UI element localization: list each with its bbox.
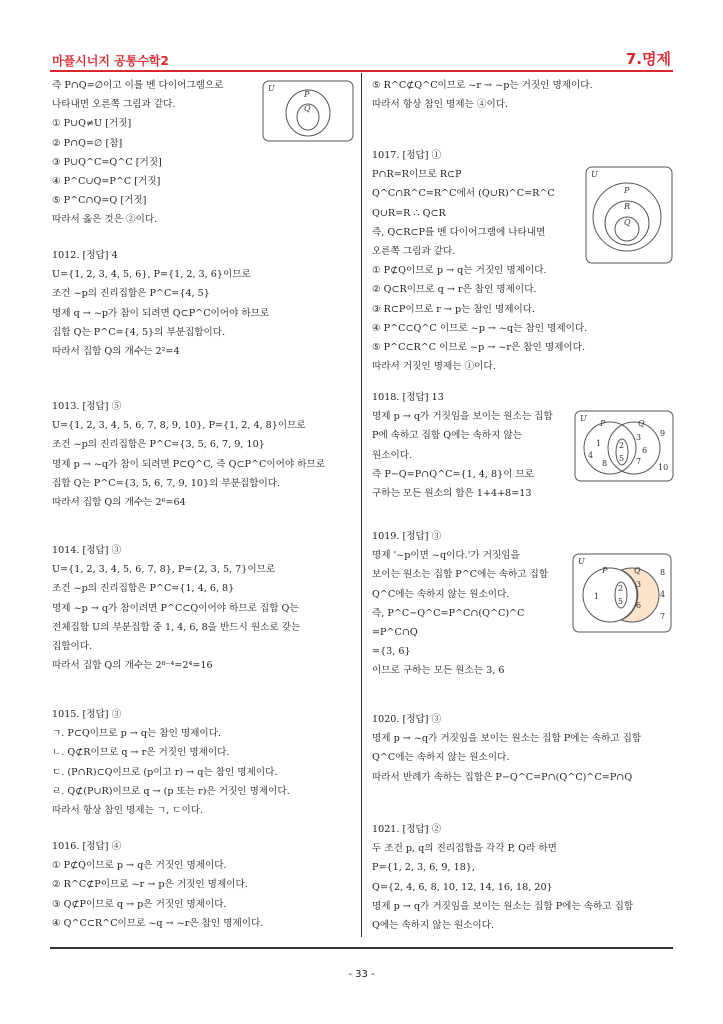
left-block	[52, 397, 325, 512]
problem-answer-heading: 1016. [정답] ④	[52, 841, 122, 852]
problem-answer-heading: 1012. [정답] 4	[52, 250, 118, 261]
text-line: ② P∩Q=∅ [참]	[52, 137, 123, 149]
left-block	[52, 76, 223, 230]
right-block	[372, 146, 587, 376]
text-line: 즉, P^C−Q^C=P^C∩(Q^C)^C	[372, 607, 525, 619]
text-line: 오른쪽 그림과 같다.	[372, 245, 456, 257]
problem-answer-heading: 1014. [정답] ③	[52, 545, 122, 556]
text-line: 전체집합 U의 부분집합 중 1, 4, 6, 8을 반드시 원소로 갖는	[52, 621, 301, 633]
venn-diagram-1017	[585, 165, 673, 265]
text-line: 조건 ~p의 진리집합은 P^C={4, 5}	[52, 288, 210, 300]
text-line: 명제 ~p → q가 참이려면 P^C⊂Q이어야 하므로 집합 Q는	[52, 602, 299, 614]
elem-7: 7	[660, 612, 666, 621]
elem-3: 3	[636, 433, 642, 442]
text-line: Q∪R=R ∴ Q⊂R	[372, 207, 446, 219]
text-line: Q^C에는 속하지 않는 원소이다.	[372, 588, 510, 600]
problem-answer-heading: 1015. [정답] ③	[52, 709, 122, 720]
text-line: 즉, Q⊂R⊂P를 벤 다이어그램에 나타내면	[372, 226, 546, 238]
left-block	[52, 705, 290, 820]
page-number: - 33 -	[348, 969, 375, 980]
text-line: ㄹ. Q⊄(P∪R)이므로 q → (p 또는 r)은 거짓인 명제이다.	[52, 785, 290, 797]
elem-5: 5	[619, 454, 625, 463]
text-line: 따라서 항상 참인 명제는 ④이다.	[372, 99, 509, 111]
text-line: ⑤ P^C⊂R^C 이므로 ~p → ~r은 참인 명제이다.	[372, 341, 585, 353]
text-line: 명제 p → ~q가 거짓임을 보이는 원소는 집합 P에는 속하고 집합	[372, 733, 642, 745]
set-p-circle	[583, 568, 637, 622]
problem-answer-heading: 1020. [정답] ③	[372, 714, 442, 725]
elem-2: 2	[618, 584, 624, 593]
text-line: ③ Q⊄P이므로 q → p은 거짓인 명제이다.	[52, 898, 227, 910]
text-line: ㄱ. P⊂Q이므로 p → q는 참인 명제이다.	[52, 728, 222, 740]
elem-7: 7	[636, 457, 642, 466]
text-line: 명제 p → q가 거짓임을 보이는 원소는 집합 P에는 속하고 집합	[372, 900, 634, 912]
r-label: R	[624, 202, 631, 211]
q-label: Q	[304, 104, 311, 113]
text-line: U={1, 2, 3, 4, 5, 6}, P={1, 2, 3, 6}이므로	[52, 269, 251, 281]
text-line: 집합이다.	[52, 640, 93, 652]
book-title: 마플시너지 공통수학2	[52, 54, 169, 68]
text-line: 따라서 항상 참인 명제는 ㄱ, ㄷ이다.	[52, 804, 204, 816]
universal-set-box	[586, 167, 672, 263]
u-label: U	[268, 84, 275, 93]
footer-rule	[50, 947, 673, 949]
text-line: ={3, 6}	[372, 646, 411, 658]
text-line: ① P∪Q≠U [거짓]	[52, 118, 132, 130]
text-line: U={1, 2, 3, 4, 5, 6, 7, 8}, P={2, 3, 5, 7}이므로	[52, 564, 276, 576]
p-label: P	[624, 186, 630, 195]
u-label: U	[591, 170, 598, 179]
text-line: 구하는 모든 원소의 합은 1+4+8=13	[372, 487, 532, 499]
text-line: 집합 Q는 P^C={4, 5}의 부분집합이다.	[52, 326, 226, 338]
problem-answer-heading: 1013. [정답] ⑤	[52, 401, 122, 412]
right-block	[372, 527, 548, 681]
text-line: Q에는 속하지 않는 원소이다.	[372, 919, 495, 931]
right-block	[372, 710, 641, 787]
text-line: ③ R⊂P이므로 r → p는 참인 명제이다.	[372, 303, 536, 315]
text-line: 따라서 집합 Q의 개수는 2⁸⁻⁴=2⁴=16	[52, 660, 213, 672]
text-line: ① P⊄Q이므로 p → q는 거짓인 명제이다.	[372, 265, 547, 277]
text-line: U={1, 2, 3, 4, 5, 6, 7, 8, 9, 10}, P={1, 2, 4, 8}이므로	[52, 420, 306, 432]
problem-answer-heading: 1018. [정답] 13	[372, 392, 444, 403]
elem-3: 3	[636, 580, 642, 589]
elem-4: 4	[660, 590, 666, 599]
text-line: 두 조건 p, q의 진리집합을 각각 P, Q라 하면	[372, 843, 557, 855]
text-line: 따라서 거짓인 명제는 ①이다.	[372, 361, 496, 373]
elem-5: 5	[618, 597, 624, 606]
text-line: 즉 P∩Q=∅이고 이를 벤 다이어그램으로	[52, 80, 224, 91]
p-label: P	[602, 566, 608, 575]
column-divider	[361, 73, 362, 937]
text-line: =P^C∩Q	[372, 626, 418, 638]
venn-diagram-1011	[262, 80, 354, 142]
elem-4: 4	[588, 451, 594, 460]
text-line: 따라서 옳은 것은 ②이다.	[52, 214, 158, 226]
text-line: ㄴ. Q⊄R이므로 q → r은 거짓인 명제이다.	[52, 747, 230, 759]
left-block	[52, 837, 263, 933]
text-line: 집합 Q는 P^C={3, 5, 6, 7, 9, 10}의 부분집합이다.	[52, 477, 281, 489]
text-line: 따라서 집합 Q의 개수는 2⁶=64	[52, 496, 186, 508]
elem-8: 8	[660, 568, 666, 577]
text-line: 명제 p → ~q가 참이 되려면 P⊂Q^C, 즉 Q⊂P^C이어야 하므로	[52, 458, 326, 470]
u-label: U	[578, 557, 585, 566]
text-line: 원소이다.	[372, 449, 413, 461]
elem-6: 6	[636, 601, 642, 610]
elem-9: 9	[660, 429, 666, 438]
elem-8: 8	[602, 459, 608, 468]
text-line: Q^C에는 속하지 않는 원소이다.	[372, 752, 510, 764]
left-block	[52, 246, 269, 361]
text-line: 따라서 집합 Q의 개수는 2²=4	[52, 345, 180, 357]
left-block	[52, 541, 300, 675]
elem-2: 2	[619, 441, 625, 450]
header-rule	[50, 70, 673, 72]
text-line: 조건 ~p의 진리집합은 P^C={3, 5, 6, 7, 9, 10}	[52, 439, 265, 451]
chapter-title: 7.명제	[625, 50, 671, 68]
text-line: ⑤ R^C⊄Q^C이므로 ~r → ~p는 거짓인 명제이다.	[372, 80, 593, 91]
venn-diagram-1018	[574, 410, 674, 482]
problem-answer-heading: 1021. [정답] ②	[372, 824, 442, 835]
text-line: ② Q⊂R이므로 q → r은 참인 명제이다.	[372, 284, 537, 296]
text-line: ① P⊄Q이므로 p → q은 거짓인 명제이다.	[52, 860, 227, 872]
p-label: P	[304, 90, 310, 99]
text-line: 조건 ~p의 진리집합은 P^C={1, 4, 6, 8}	[52, 583, 235, 595]
text-line: Q^C∩R^C=R^C에서 (Q∪R)^C=R^C	[372, 188, 555, 200]
text-line: 이므로 구하는 모든 원소는 3, 6	[372, 665, 505, 677]
q-label: Q	[638, 419, 645, 428]
text-line: ④ P^C⊂Q^C 이므로 ~p → ~q는 참인 명제이다.	[372, 322, 588, 334]
elem-1: 1	[596, 439, 602, 448]
u-label: U	[580, 414, 587, 423]
text-line: ② R^C⊄P이므로 ~r → p은 거짓인 명제이다.	[52, 879, 248, 891]
p-label: P	[600, 419, 606, 428]
text-line: ③ P∪Q^C=Q^C [거짓]	[52, 156, 162, 168]
right-block	[372, 76, 593, 114]
text-line: 명제 '~p이면 ~q이다.'가 거짓임을	[372, 550, 520, 562]
text-line: 명제 p → q가 거짓임을 보이는 원소는 집합	[372, 411, 553, 423]
q-label: Q	[634, 566, 641, 575]
right-block	[372, 388, 553, 503]
text-line: 나타내면 오른쪽 그림과 같다.	[52, 99, 176, 111]
text-line: ④ Q^C⊂R^C이므로 ~q → ~r은 참인 명제이다.	[52, 917, 264, 929]
elem-10: 10	[658, 463, 669, 472]
elem-6: 6	[642, 446, 648, 455]
text-line: 즉 P−Q=P∩Q^C={1, 4, 8}이 므로	[372, 468, 535, 480]
text-line: ⑤ P^C∩Q=Q [거짓]	[52, 195, 147, 207]
text-line: P={1, 2, 3, 6, 9, 18},	[372, 862, 475, 874]
q-label: Q	[624, 218, 631, 227]
right-block	[372, 820, 633, 935]
text-line: Q={2, 4, 6, 8, 10, 12, 14, 16, 18, 20}	[372, 881, 553, 893]
text-line: 명제 q → ~p가 참이 되려면 Q⊂P^C이어야 하므로	[52, 307, 270, 319]
venn-diagram-1019	[572, 553, 672, 633]
text-line: ㄷ. (P∩R)⊂Q이므로 (p이고 r) → q는 참인 명제이다.	[52, 766, 278, 778]
text-line: 보이는 원소는 집합 P^C에는 속하고 집합	[372, 569, 549, 581]
text-line: P에 속하고 집합 Q에는 속하지 않는	[372, 430, 523, 442]
problem-answer-heading: 1017. [정답] ①	[372, 150, 442, 161]
text-line: P∩R=R이므로 R⊂P	[372, 169, 462, 181]
elem-1: 1	[594, 592, 600, 601]
problem-answer-heading: 1019. [정답] ③	[372, 531, 442, 542]
text-line: ④ P^C∪Q=P^C [거짓]	[52, 175, 161, 187]
text-line: 따라서 반례가 속하는 집합은 P−Q^C=P∩(Q^C)^C=P∩Q	[372, 771, 633, 783]
